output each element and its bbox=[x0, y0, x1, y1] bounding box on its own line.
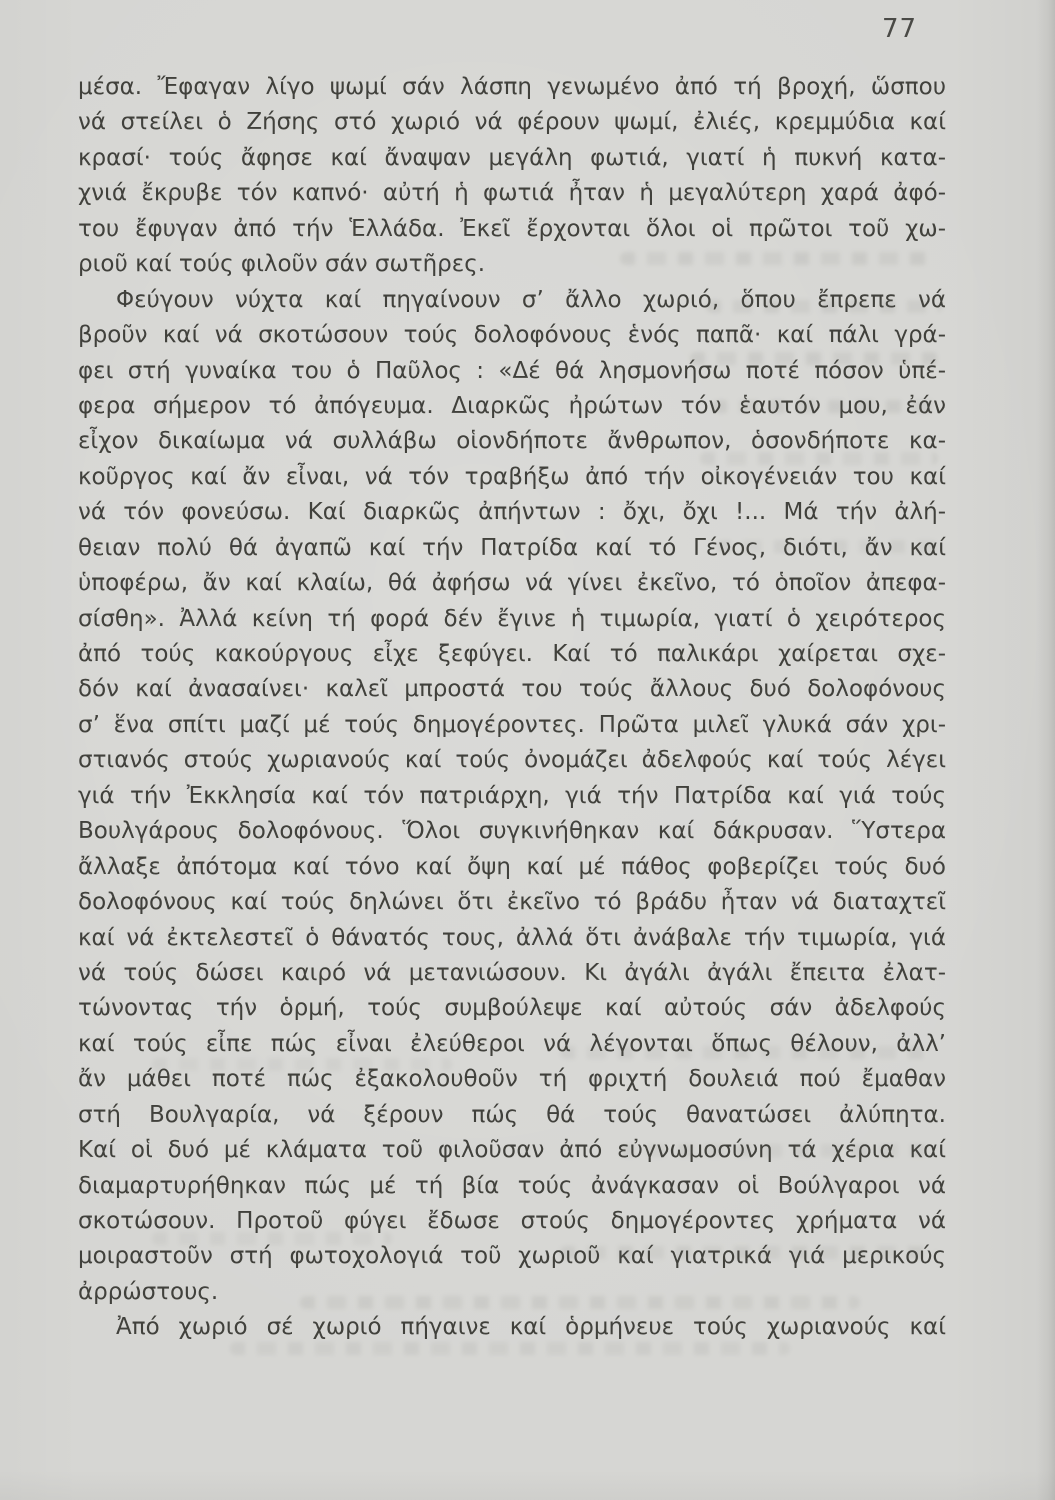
text-line: ὑποφέρω, ἄν καί κλαίω, θά ἀφήσω νά γίνει ἐκεῖνο, τό ὁποῖον ἀπεφα- bbox=[78, 570, 946, 597]
text-line: φει στή γυναίκα του ὁ Παῦλος : «Δέ θά λησμονήσω ποτέ πόσον ὑπέ- bbox=[78, 357, 946, 384]
text-line: ριοῦ καί τούς φιλοῦν σάν σωτῆρες. bbox=[78, 251, 486, 278]
text-line: βροῦν καί νά σκοτώσουν τούς δολοφόνους ἑνός παπᾶ· καί πάλι γρά- bbox=[78, 322, 946, 349]
text-line: Φεύγουν νύχτα καί πηγαίνουν σ’ ἄλλο χωριό, ὅπου ἔπρεπε νά bbox=[116, 286, 946, 313]
text-line: φερα σήμερον τό ἀπόγευμα. Διαρκῶς ἠρώτων τόν ἑαυτόν μου, ἐάν bbox=[78, 392, 946, 419]
text-line: Βουλγάρους δολοφόνους. Ὅλοι συγκινήθηκαν καί δάκρυσαν. Ὕστερα bbox=[78, 818, 946, 845]
text-line: Καί οἱ δυό μέ κλάματα τοῦ φιλοῦσαν ἀπό εὐγνωμοσύνη τά χέρια καί bbox=[78, 1137, 946, 1164]
text-line: μέσα. Ἔφαγαν λίγο ψωμί σάν λάσπη γενωμένο ἀπό τή βροχή, ὥσπου bbox=[78, 74, 946, 100]
page-number: 77 bbox=[882, 14, 918, 44]
text-line: ἄν μάθει ποτέ πώς ἐξακολουθοῦν τή φριχτή δουλειά πού ἔμαθαν bbox=[78, 1066, 946, 1093]
text-line: καί τούς εἶπε πώς εἶναι ἐλεύθεροι νά λέγονται ὅπως θέλουν, ἀλλ’ bbox=[78, 1030, 946, 1057]
text-line: διαμαρτυρήθηκαν πώς μέ τή βία τούς ἀνάγκασαν οἱ Βούλγαροι νά bbox=[78, 1172, 946, 1199]
text-line: εἶχον δικαίωμα νά συλλάβω οἱονδήποτε ἄνθρωπον, ὁσονδήποτε κα- bbox=[78, 428, 946, 455]
text-line: νά στείλει ὁ Ζήσης στό χωριό νά φέρουν ψωμί, ἐλιές, κρεμμύδια καί bbox=[78, 109, 946, 136]
text-line: ἀρρώστους. bbox=[78, 1278, 219, 1305]
text-line: δόν καί ἀνασαίνει· καλεῖ μπροστά του τούς ἄλλους δυό δολοφόνους bbox=[78, 676, 946, 703]
text-line: σ’ ἕνα σπίτι μαζί μέ τούς δημογέροντες. Πρῶτα μιλεῖ γλυκά σάν χρι- bbox=[78, 711, 946, 738]
text-line: χνιά ἔκρυβε τόν καπνό· αὐτή ἡ φωτιά ἦταν ἡ μεγαλύτερη χαρά ἀφό- bbox=[78, 180, 946, 207]
text-line: στιανός στούς χωριανούς καί τούς ὀνομάζει ἀδελφούς καί τούς λέγει bbox=[78, 747, 946, 774]
text-line: τώνοντας τήν ὁρμή, τούς συμβούλεψε καί αὐτούς σάν ἀδελφούς bbox=[78, 995, 946, 1022]
text-line: κρασί· τούς ἄφησε καί ἄναψαν μεγάλη φωτιά, γιατί ἡ πυκνή κατα- bbox=[78, 144, 946, 171]
text-line: ἄλλαξε ἀπότομα καί τόνο καί ὄψη καί μέ πάθος φοβερίζει τούς δυό bbox=[78, 853, 946, 880]
text-line: σκοτώσουν. Προτοῦ φύγει ἔδωσε στούς δημογέροντες χρήματα νά bbox=[78, 1208, 946, 1234]
text-line: Ἀπό χωριό σέ χωριό πήγαινε καί ὁρμήνευε τούς χωριανούς καί bbox=[116, 1314, 946, 1341]
text-line: νά τούς δώσει καιρό νά μετανιώσουν. Κι ἀγάλι ἀγάλι ἔπειτα ἐλατ- bbox=[78, 959, 946, 986]
text-line: ἀπό τούς κακούργους εἶχε ξεφύγει. Καί τό παλικάρι χαίρεται σχε- bbox=[78, 641, 946, 667]
text-line: στή Βουλγαρία, νά ξέρουν πώς θά τούς θανατώσει ἀλύπητα. bbox=[78, 1101, 946, 1128]
text-line: μοιραστοῦν στή φωτοχολογιά τοῦ χωριοῦ καί γιατρικά γιά μερικούς bbox=[78, 1243, 946, 1270]
text-line: καί νά ἐκτελεστεῖ ὁ θάνατός τους, ἀλλά ὅτι ἀνάβαλε τήν τιμωρία, γιά bbox=[78, 924, 946, 951]
text-line: κοῦργος καί ἄν εἶναι, νά τόν τραβήξω ἀπό τήν οἰκογένειάν του καί bbox=[78, 463, 946, 490]
text-line: του ἔφυγαν ἀπό τήν Ἑλλάδα. Ἐκεῖ ἔρχονται ὅλοι οἱ πρῶτοι τοῦ χω- bbox=[78, 215, 946, 242]
text-line: δολοφόνους καί τούς δηλώνει ὅτι ἐκεῖνο τό βράδυ ἦταν νά διαταχτεῖ bbox=[78, 889, 946, 916]
text-line: νά τόν φονεύσω. Καί διαρκῶς ἀπήντων : ὄχι, ὄχι !... Μά τήν ἀλή- bbox=[78, 499, 946, 526]
text-line: σίσθη». Ἀλλά κείνη τή φορά δέν ἔγινε ἡ τιμωρία, γιατί ὁ χειρότερος bbox=[78, 605, 946, 632]
page-bottom-shadow bbox=[0, 1470, 1055, 1500]
page-text bbox=[78, 70, 946, 1346]
page-edge-shadow bbox=[1037, 0, 1055, 1500]
text-line: θειαν πολύ θά ἀγαπῶ καί τήν Πατρίδα καί τό Γένος, διότι, ἄν καί bbox=[78, 534, 946, 561]
text-line: γιά τήν Ἐκκλησία καί τόν πατριάρχη, γιά τήν Πατρίδα καί γιά τούς bbox=[78, 782, 946, 809]
